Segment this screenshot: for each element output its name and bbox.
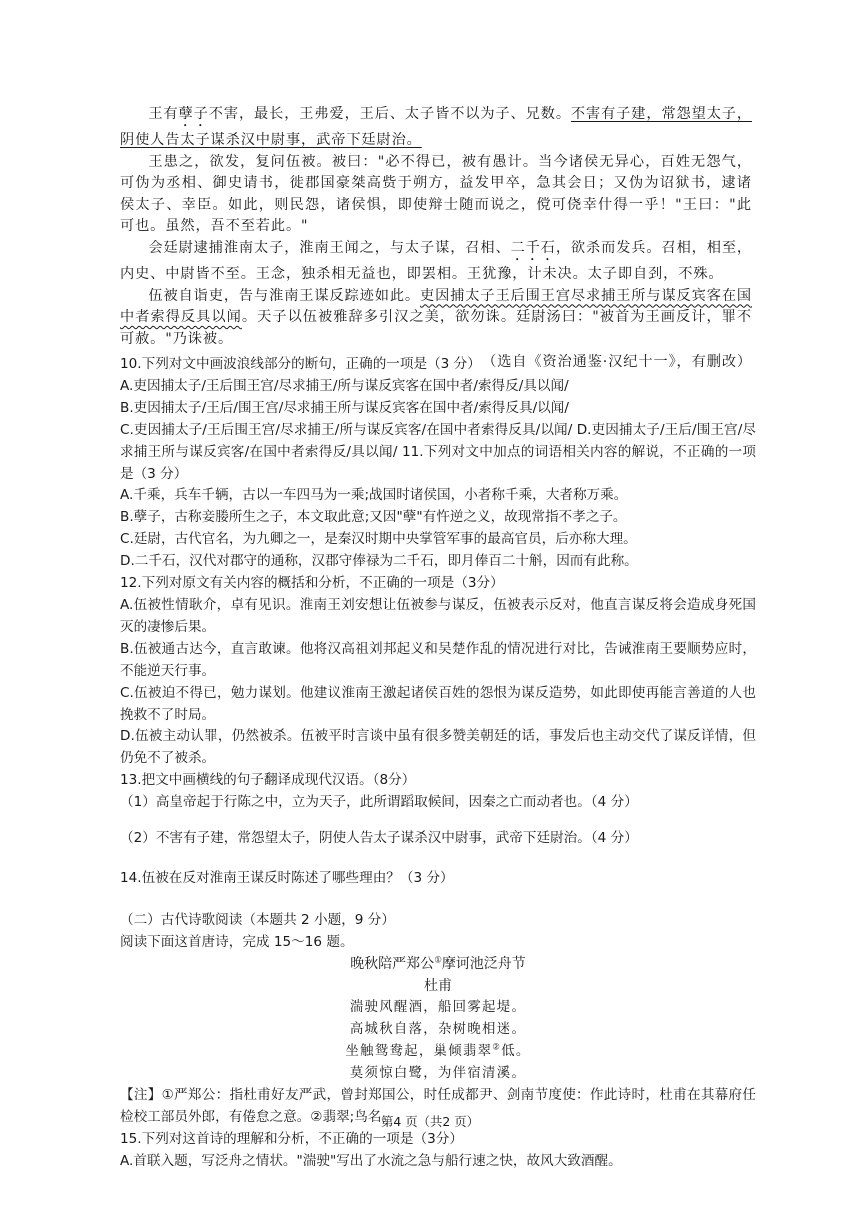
passage-paragraph-3: [120, 238, 752, 286]
section-2-heading: （二）古代诗歌阅读（本题共 2 小题，9 分）: [120, 911, 395, 928]
option-11a: A.千乘，兵车千辆，古以一车四马为一乘;战国时诸侯国，小者称千乘，大者称万乘。: [120, 487, 628, 504]
question-15: 15.下列对这首诗的理解和分析，不正确的一项是（3分）: [120, 1130, 463, 1147]
answer-space: [120, 850, 756, 868]
question-12: 12.下列对原文有关内容的概括和分析，不正确的一项是（3分）: [120, 575, 504, 592]
poem-line-4: 莫须惊白鹭，为伴宿清溪。: [349, 1066, 527, 1082]
question-10: 10.下列对文中画波浪线部分的断句，正确的一项是（3 分）: [120, 356, 481, 372]
note-marker: ①: [434, 955, 442, 965]
dotted-term: 二千石: [510, 239, 556, 256]
section-2-intro: 阅读下面这首唐诗，完成 15～16 题。: [120, 933, 354, 950]
passage-text: 。天子以伍被雅辞多引汉之美，欲勿诛。廷尉汤曰："被首为王画反计，罪不可赦。"乃诛被。: [120, 309, 752, 347]
poem-title-text: 摩诃池泛舟节: [441, 955, 526, 972]
wavy-underlined-text: 吏因捕太子王后围王宫尽求捕王所与谋反宾客在国中者索得反具以闻: [120, 287, 752, 326]
option-11b: B.孽子，古称妾媵所生之子，本文取此意;又因"孽"有忤逆之义，故现常指不孝之子。: [120, 509, 627, 526]
underlined-sentence: 不害有子建，常怨望太子，阴使人告太子谋杀汉中尉事，武帝下廷尉治。: [120, 106, 752, 148]
passage-source: （选自《资治通鉴·汉纪十一》，有删改）: [482, 354, 752, 371]
question-13: 13.把文中画横线的句子翻译成现代汉语。（8分）: [120, 772, 416, 789]
dotted-term: 孽子: [178, 106, 209, 122]
passage-text: 不害，最长，王弗爱，王后、太子皆不以为子、兄数。: [208, 106, 571, 122]
poem-line-2: 高城秋自落，杂树晚相迷。: [349, 1022, 527, 1038]
passage-text: 会廷尉逮捕淮南太子，淮南王闻之，与太子谋，召相、: [148, 239, 511, 256]
question-14: 14.伍被在反对淮南王谋反时陈述了哪些理由？（3 分）: [120, 869, 454, 886]
questions-section: [120, 354, 756, 1173]
classical-passage: [120, 104, 752, 374]
option-12a: A.伍被性情耿介，卓有见识。淮南王刘安想让伍被参与谋反，伍被表示反对，他直言谋反将会造成身死国灭的凄惨后果。: [120, 596, 756, 635]
passage-text: ，欲杀而发兵。召相，相至，内史、中尉皆不至。王念，独杀相无益也，即罢相。王犹豫，计未决。太子即自刭，不殊。: [120, 239, 753, 282]
passage-text: 王有: [148, 106, 179, 122]
question-13-2: （2）不害有子建，常怨望太子，阴使人告太子谋杀汉中尉事，武帝下廷尉治。（4 分）: [120, 830, 638, 847]
option-10b: B.吏因捕太子/王后/围王宫/尽求捕王所与谋反宾客在国中者/索得反具/以闻/: [120, 399, 569, 416]
answer-space: [120, 814, 756, 828]
passage-paragraph-4: [120, 286, 752, 351]
poem-note: 【注】①严郑公：指杜甫好友严武，曾封郑国公，时任成都尹、剑南节度使：作此诗时，杜甫在其幕府任检校工部员外郎，有倦怠之意。②翡翠;鸟名。: [120, 1087, 756, 1125]
poem-text: 低。: [501, 1044, 531, 1060]
page-footer: 第4 页（共2 页）: [381, 1114, 479, 1129]
option-12b: B.伍被通古达今，直言敢谏。他将汉高祖刘邦起义和吴楚作乱的情况进行对比，告诫淮南王要顺势应时，不能逆天行事。: [120, 640, 756, 679]
option-12c: C.伍被迫不得已，勉力谋划。他建议淮南王激起诸侯百姓的怨恨为谋反造势，如此即使再能言善道的人也挽救不了时局。: [120, 684, 756, 723]
poem-title: [120, 954, 756, 976]
poem-title-text: 晚秋陪严郑公: [350, 955, 435, 972]
passage-paragraph-2: 王患之，欲发，复问伍被。被曰："必不得已，被有愚计。当今诸侯无异心，百姓无怨气，可伪为丞相、御史请书，徙郡国豪桀高赀于朔方，益发甲卒，急其会日；又伪为诏狱书，逮诸侯太子、幸臣。如此，则民怨，诸侯惧，即使辩士随而说之，傥可侥幸什得一乎！"王曰："此可也。虽然，吾不至若此。": [120, 153, 752, 235]
poem-text: 坐触鸳鸯起，巢倾翡翠: [345, 1044, 493, 1060]
question-13-1: （1）高皇帝起于行陈之中，立为天子，此所谓蹈取候间，因秦之亡而动者也。（4 分）: [120, 794, 638, 811]
poem-line-3: [120, 1041, 756, 1063]
option-11c: C.廷尉，古代官名，为九卿之一，是秦汉时期中央掌管军事的最高官员，后亦称大理。: [120, 531, 637, 548]
passage-text: 伍被自诣吏，告与淮南王谋反踪迹如此。: [148, 287, 421, 304]
poem-line-1: 湍驶风醒酒，船回雾起堤。: [349, 1000, 527, 1016]
note-marker: ②: [492, 1042, 502, 1053]
option-12d: D.伍被主动认罪，仍然被杀。伍被平时言谈中虽有很多赞美朝廷的话，事发后也主动交代了谋反详情，但仍免不了被杀。: [120, 728, 756, 767]
poem: [120, 954, 756, 1085]
option-10a: A.吏因捕太子/王后围王宫/尽求捕王/所与谋反宾客在国中者/索得反/具以闻/: [120, 377, 569, 394]
option-10c-10d-question-11: C.吏因捕太子/王后围王宫/尽求捕王/所与谋反宾客/在国中者索得反具/以闻/ D.吏因捕太子/王后/围王宫/尽求捕王所与谋反宾客/在国中者索得反/具以闻/ 11.下列对文中加点的词语相关内容的解说，不正确的一项是（3 分）: [120, 421, 756, 482]
answer-space: [120, 890, 756, 910]
passage-paragraph-1: [120, 104, 752, 152]
option-15a: A.首联入题，写泛舟之情状。"湍驶"写出了水流之急与船行速之快，故风大致酒醒。: [120, 1152, 622, 1169]
option-11d: D.二千石，汉代对郡守的通称，汉郡守俸禄为二千石，即月俸百二十斛，因而有此称。: [120, 553, 638, 570]
poem-author: 杜甫: [424, 977, 452, 994]
